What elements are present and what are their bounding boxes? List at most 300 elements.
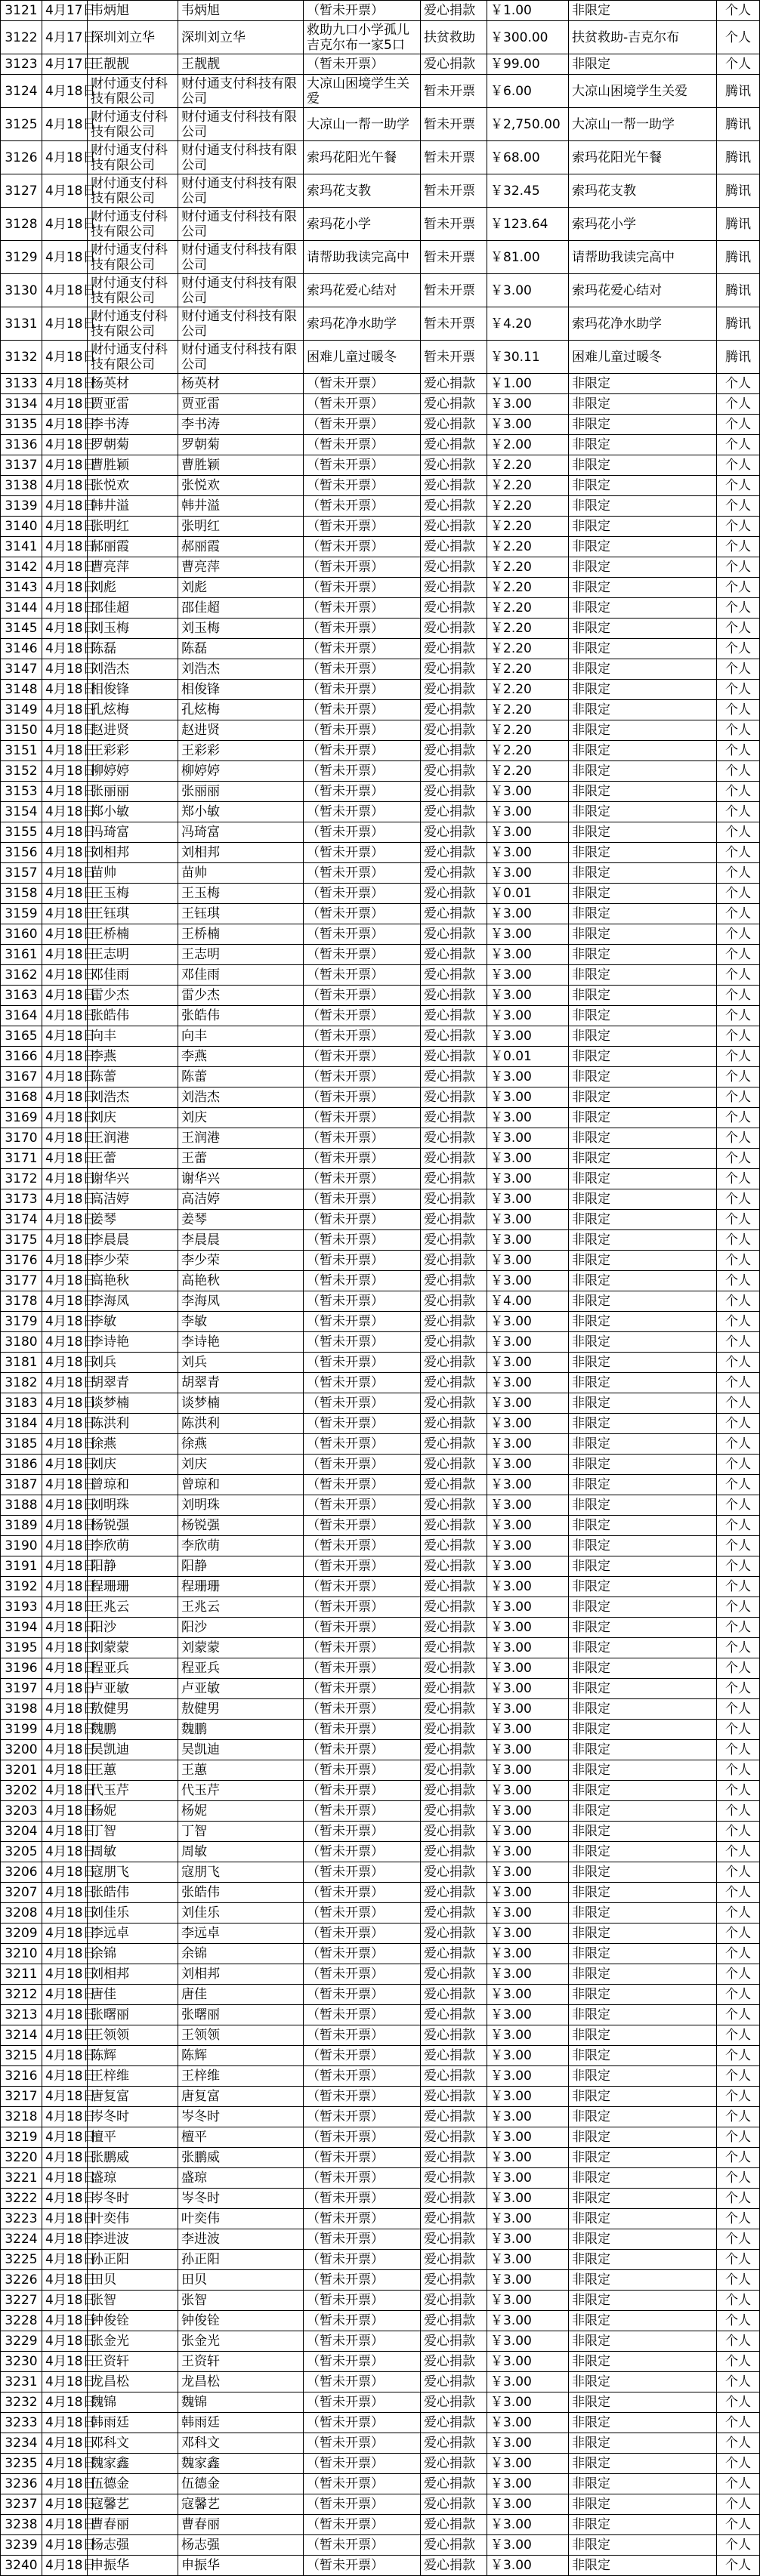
project-note-cell: （暂未开票） [304, 1883, 421, 1903]
amount-cell: ￥3.00 [487, 945, 569, 965]
amount-cell: ￥3.00 [487, 2291, 569, 2311]
payer-name-cell: 叶奕伟 [178, 2209, 304, 2229]
amount-cell: ￥3.00 [487, 863, 569, 884]
donation-type-cell: 爱心捐款 [421, 496, 487, 517]
amount-cell: ￥3.00 [487, 904, 569, 924]
project-note-cell: （暂未开票） [304, 843, 421, 863]
date-cell: 4月18日 [42, 1842, 88, 1862]
amount-cell: ￥81.00 [487, 241, 569, 274]
row-number-cell: 3215 [1, 2046, 42, 2066]
row-number-cell: 3172 [1, 1169, 42, 1189]
row-number-cell: 3136 [1, 435, 42, 455]
channel-cell: 个人 [717, 884, 760, 904]
date-cell: 4月18日 [42, 496, 88, 517]
channel-cell: 个人 [717, 1964, 760, 1985]
table-row [1, 1128, 760, 1149]
donor-name-cell: 唐复富 [88, 2087, 178, 2107]
row-number-cell: 3213 [1, 2005, 42, 2025]
channel-cell: 个人 [717, 1312, 760, 1332]
donor-name-cell: 申振华 [88, 2556, 178, 2576]
date-cell: 4月18日 [42, 1964, 88, 1985]
payer-name-cell: 胡翠青 [178, 1373, 304, 1393]
channel-cell: 腾讯 [717, 274, 760, 307]
row-number-cell: 3147 [1, 659, 42, 680]
restriction-cell: 非限定 [569, 1047, 717, 1067]
channel-cell: 个人 [717, 1332, 760, 1353]
row-number-cell: 3197 [1, 1679, 42, 1699]
row-number-cell: 3237 [1, 2494, 42, 2515]
date-cell: 4月18日 [42, 1903, 88, 1924]
row-number-cell: 3158 [1, 884, 42, 904]
payer-name-cell: 张丽丽 [178, 782, 304, 802]
payer-name-cell: 曾琼和 [178, 1475, 304, 1495]
donor-name-cell: 曹春丽 [88, 2515, 178, 2535]
amount-cell: ￥30.11 [487, 341, 569, 374]
donor-name-cell: 向丰 [88, 1026, 178, 1047]
payer-name-cell: 丁智 [178, 1822, 304, 1842]
date-cell: 4月18日 [42, 1230, 88, 1251]
donor-name-cell: 刘兵 [88, 1353, 178, 1373]
donation-type-cell: 爱心捐款 [421, 1087, 487, 1108]
row-number-cell: 3208 [1, 1903, 42, 1924]
amount-cell: ￥3.00 [487, 802, 569, 822]
payer-name-cell: 孙正阳 [178, 2250, 304, 2270]
row-number-cell: 3214 [1, 2025, 42, 2046]
project-note-cell: （暂未开票） [304, 1149, 421, 1169]
date-cell: 4月18日 [42, 1455, 88, 1475]
table-row [1, 1475, 760, 1495]
donation-type-cell: 暂未开票 [421, 141, 487, 174]
row-number-cell: 3198 [1, 1699, 42, 1720]
row-number-cell: 3234 [1, 2433, 42, 2454]
donation-type-cell: 爱心捐款 [421, 2494, 487, 2515]
donation-type-cell: 爱心捐款 [421, 761, 487, 782]
donor-name-cell: 王兆云 [88, 1597, 178, 1618]
donation-type-cell: 爱心捐款 [421, 2413, 487, 2433]
donation-type-cell: 爱心捐款 [421, 1883, 487, 1903]
table-row [1, 2229, 760, 2250]
restriction-cell: 非限定 [569, 2189, 717, 2209]
restriction-cell: 非限定 [569, 1618, 717, 1638]
donation-type-cell: 爱心捐款 [421, 1475, 487, 1495]
date-cell: 4月18日 [42, 435, 88, 455]
row-number-cell: 3196 [1, 1658, 42, 1679]
table-row [1, 700, 760, 720]
restriction-cell: 困难儿童过暖冬 [569, 341, 717, 374]
donor-name-cell: 张丽丽 [88, 782, 178, 802]
date-cell: 4月18日 [42, 822, 88, 843]
channel-cell: 个人 [717, 619, 760, 639]
payer-name-cell: 张悦欢 [178, 476, 304, 496]
project-note-cell: （暂未开票） [304, 1067, 421, 1087]
table-row [1, 986, 760, 1006]
channel-cell: 个人 [717, 21, 760, 54]
payer-name-cell: 代玉芹 [178, 1781, 304, 1801]
amount-cell: ￥3.00 [487, 1271, 569, 1291]
amount-cell: ￥3.00 [487, 822, 569, 843]
restriction-cell: 非限定 [569, 1312, 717, 1332]
donor-name-cell: 张皓伟 [88, 1006, 178, 1026]
amount-cell: ￥3.00 [487, 2270, 569, 2291]
donation-type-cell: 爱心捐款 [421, 2107, 487, 2127]
row-number-cell: 3127 [1, 174, 42, 208]
restriction-cell: 非限定 [569, 1699, 717, 1720]
row-number-cell: 3218 [1, 2107, 42, 2127]
donor-name-cell: 张曙丽 [88, 2005, 178, 2025]
donation-type-cell: 爱心捐款 [421, 2311, 487, 2331]
restriction-cell: 非限定 [569, 700, 717, 720]
restriction-cell: 索玛花阳光午餐 [569, 141, 717, 174]
donation-type-cell: 爱心捐款 [421, 455, 487, 476]
donor-name-cell: 阳沙 [88, 1618, 178, 1638]
restriction-cell: 非限定 [569, 1149, 717, 1169]
table-row [1, 863, 760, 884]
project-note-cell: （暂未开票） [304, 741, 421, 761]
donor-name-cell: 曹胜颖 [88, 455, 178, 476]
channel-cell: 个人 [717, 761, 760, 782]
table-row [1, 1699, 760, 1720]
date-cell: 4月18日 [42, 307, 88, 341]
channel-cell: 个人 [717, 2087, 760, 2107]
table-row [1, 2372, 760, 2392]
row-number-cell: 3174 [1, 1210, 42, 1230]
channel-cell: 腾讯 [717, 241, 760, 274]
donation-type-cell: 爱心捐款 [421, 680, 487, 700]
restriction-cell: 非限定 [569, 2352, 717, 2372]
restriction-cell: 非限定 [569, 415, 717, 435]
project-note-cell: 索玛花支教 [304, 174, 421, 208]
amount-cell: ￥3.00 [487, 1169, 569, 1189]
amount-cell: ￥3.00 [487, 2494, 569, 2515]
date-cell: 4月18日 [42, 1434, 88, 1455]
donor-name-cell: 王桥楠 [88, 924, 178, 945]
row-number-cell: 3188 [1, 1495, 42, 1516]
donation-type-cell: 扶贫救助 [421, 21, 487, 54]
amount-cell: ￥3.00 [487, 2331, 569, 2352]
donation-type-cell: 爱心捐款 [421, 1047, 487, 1067]
channel-cell: 个人 [717, 2046, 760, 2066]
channel-cell: 个人 [717, 1475, 760, 1495]
date-cell: 4月18日 [42, 2025, 88, 2046]
channel-cell: 个人 [717, 1883, 760, 1903]
donor-name-cell: 刘浩杰 [88, 659, 178, 680]
row-number-cell: 3146 [1, 639, 42, 659]
date-cell: 4月18日 [42, 2331, 88, 2352]
payer-name-cell: 程珊珊 [178, 1577, 304, 1597]
project-note-cell: （暂未开票） [304, 2270, 421, 2291]
date-cell: 4月18日 [42, 843, 88, 863]
payer-name-cell: 李欣萌 [178, 1536, 304, 1556]
donor-name-cell: 李书涛 [88, 415, 178, 435]
row-number-cell: 3164 [1, 1006, 42, 1026]
donation-type-cell: 爱心捐款 [421, 2515, 487, 2535]
payer-name-cell: 邓科文 [178, 2433, 304, 2454]
amount-cell: ￥2.20 [487, 639, 569, 659]
project-note-cell: （暂未开票） [304, 2046, 421, 2066]
payer-name-cell: 王志明 [178, 945, 304, 965]
project-note-cell: （暂未开票） [304, 965, 421, 986]
amount-cell: ￥3.00 [487, 2087, 569, 2107]
restriction-cell: 非限定 [569, 2025, 717, 2046]
project-note-cell: （暂未开票） [304, 455, 421, 476]
payer-name-cell: 韩雨廷 [178, 2413, 304, 2433]
table-row [1, 945, 760, 965]
payer-name-cell: 王靓靓 [178, 54, 304, 75]
date-cell: 4月18日 [42, 1862, 88, 1883]
donation-type-cell: 爱心捐款 [421, 394, 487, 415]
date-cell: 4月18日 [42, 2556, 88, 2576]
payer-name-cell: 苗帅 [178, 863, 304, 884]
amount-cell: ￥2.20 [487, 598, 569, 619]
row-number-cell: 3162 [1, 965, 42, 986]
channel-cell: 个人 [717, 1842, 760, 1862]
channel-cell: 个人 [717, 1985, 760, 2005]
restriction-cell: 非限定 [569, 659, 717, 680]
donation-type-cell: 爱心捐款 [421, 1740, 487, 1760]
table-row [1, 241, 760, 274]
donor-name-cell: 王蕾 [88, 1149, 178, 1169]
restriction-cell: 非限定 [569, 924, 717, 945]
amount-cell: ￥3.00 [487, 2556, 569, 2576]
date-cell: 4月18日 [42, 782, 88, 802]
donor-name-cell: 魏锦 [88, 2392, 178, 2413]
date-cell: 4月18日 [42, 2433, 88, 2454]
payer-name-cell: 财付通支付科技有限公司 [178, 174, 304, 208]
restriction-cell: 非限定 [569, 884, 717, 904]
donor-name-cell: 财付通支付科技有限公司 [88, 75, 178, 108]
amount-cell: ￥32.45 [487, 174, 569, 208]
row-number-cell: 3228 [1, 2311, 42, 2331]
channel-cell: 个人 [717, 2515, 760, 2535]
table-row [1, 2087, 760, 2107]
project-note-cell: 请帮助我读完高中 [304, 241, 421, 274]
payer-name-cell: 王润港 [178, 1128, 304, 1149]
row-number-cell: 3165 [1, 1026, 42, 1047]
table-row [1, 1658, 760, 1679]
amount-cell: ￥3.00 [487, 1434, 569, 1455]
donation-type-cell: 爱心捐款 [421, 1781, 487, 1801]
donation-type-cell: 爱心捐款 [421, 476, 487, 496]
row-number-cell: 3194 [1, 1618, 42, 1638]
row-number-cell: 3209 [1, 1924, 42, 1944]
donation-type-cell: 爱心捐款 [421, 1373, 487, 1393]
date-cell: 4月18日 [42, 2168, 88, 2189]
amount-cell: ￥3.00 [487, 1638, 569, 1658]
donation-type-cell: 暂未开票 [421, 174, 487, 208]
payer-name-cell: 吴凯迪 [178, 1740, 304, 1760]
date-cell: 4月18日 [42, 557, 88, 578]
payer-name-cell: 财付通支付科技有限公司 [178, 208, 304, 241]
table-row [1, 2556, 760, 2576]
project-note-cell: （暂未开票） [304, 782, 421, 802]
project-note-cell: （暂未开票） [304, 1495, 421, 1516]
payer-name-cell: 张曙丽 [178, 2005, 304, 2025]
project-note-cell: （暂未开票） [304, 2535, 421, 2556]
donation-type-cell: 爱心捐款 [421, 2209, 487, 2229]
amount-cell: ￥4.00 [487, 1291, 569, 1312]
payer-name-cell: 王蕙 [178, 1760, 304, 1781]
amount-cell: ￥3.00 [487, 274, 569, 307]
amount-cell: ￥4.20 [487, 307, 569, 341]
restriction-cell: 非限定 [569, 1128, 717, 1149]
payer-name-cell: 陈辉 [178, 2046, 304, 2066]
restriction-cell: 非限定 [569, 2127, 717, 2148]
date-cell: 4月18日 [42, 2291, 88, 2311]
payer-name-cell: 高洁婷 [178, 1189, 304, 1210]
project-note-cell: （暂未开票） [304, 1455, 421, 1475]
amount-cell: ￥2.20 [487, 619, 569, 639]
table-row [1, 1862, 760, 1883]
row-number-cell: 3190 [1, 1536, 42, 1556]
table-row [1, 1883, 760, 1903]
donation-type-cell: 爱心捐款 [421, 1128, 487, 1149]
amount-cell: ￥3.00 [487, 1414, 569, 1434]
donation-type-cell: 爱心捐款 [421, 2556, 487, 2576]
channel-cell: 腾讯 [717, 141, 760, 174]
restriction-cell: 非限定 [569, 822, 717, 843]
date-cell: 4月18日 [42, 2474, 88, 2494]
donor-name-cell: 陈辉 [88, 2046, 178, 2066]
date-cell: 4月18日 [42, 1924, 88, 1944]
channel-cell: 个人 [717, 1108, 760, 1128]
restriction-cell: 非限定 [569, 2515, 717, 2535]
donation-type-cell: 爱心捐款 [421, 1985, 487, 2005]
donor-name-cell: 寇馨艺 [88, 2494, 178, 2515]
donation-type-cell: 爱心捐款 [421, 1597, 487, 1618]
amount-cell: ￥3.00 [487, 1108, 569, 1128]
payer-name-cell: 王蕾 [178, 1149, 304, 1169]
donation-type-cell: 爱心捐款 [421, 1720, 487, 1740]
project-note-cell: （暂未开票） [304, 1373, 421, 1393]
row-number-cell: 3224 [1, 2229, 42, 2250]
row-number-cell: 3140 [1, 517, 42, 537]
donation-type-cell: 爱心捐款 [421, 1251, 487, 1271]
table-row [1, 2209, 760, 2229]
channel-cell: 个人 [717, 415, 760, 435]
date-cell: 4月18日 [42, 680, 88, 700]
amount-cell: ￥2.20 [487, 476, 569, 496]
donor-name-cell: 高艳秋 [88, 1271, 178, 1291]
payer-name-cell: 财付通支付科技有限公司 [178, 341, 304, 374]
table-row [1, 2005, 760, 2025]
channel-cell: 个人 [717, 435, 760, 455]
payer-name-cell: 寇朋飞 [178, 1862, 304, 1883]
channel-cell: 个人 [717, 455, 760, 476]
donation-type-cell: 爱心捐款 [421, 1006, 487, 1026]
channel-cell: 个人 [717, 924, 760, 945]
donation-type-cell: 爱心捐款 [421, 884, 487, 904]
restriction-cell: 非限定 [569, 782, 717, 802]
channel-cell: 个人 [717, 2291, 760, 2311]
channel-cell: 个人 [717, 1862, 760, 1883]
table-row [1, 54, 760, 75]
donation-type-cell: 爱心捐款 [421, 1760, 487, 1781]
donation-type-cell: 爱心捐款 [421, 2454, 487, 2474]
table-row [1, 75, 760, 108]
project-note-cell: （暂未开票） [304, 435, 421, 455]
row-number-cell: 3153 [1, 782, 42, 802]
project-note-cell: （暂未开票） [304, 2413, 421, 2433]
channel-cell: 个人 [717, 782, 760, 802]
date-cell: 4月18日 [42, 1087, 88, 1108]
table-row [1, 884, 760, 904]
donor-name-cell: 曹亮萍 [88, 557, 178, 578]
restriction-cell: 非限定 [569, 1, 717, 21]
table-row [1, 1087, 760, 1108]
donor-name-cell: 王玉梅 [88, 884, 178, 904]
project-note-cell: （暂未开票） [304, 1230, 421, 1251]
project-note-cell: （暂未开票） [304, 2311, 421, 2331]
donor-name-cell: 郑小敏 [88, 802, 178, 822]
table-row [1, 1353, 760, 1373]
amount-cell: ￥3.00 [487, 2168, 569, 2189]
payer-name-cell: 张智 [178, 2291, 304, 2311]
payer-name-cell: 韩井溢 [178, 496, 304, 517]
amount-cell: ￥3.00 [487, 1577, 569, 1597]
row-number-cell: 3220 [1, 2148, 42, 2168]
table-row [1, 2535, 760, 2556]
payer-name-cell: 伍德金 [178, 2474, 304, 2494]
payer-name-cell: 向丰 [178, 1026, 304, 1047]
amount-cell: ￥2.20 [487, 720, 569, 741]
project-note-cell: （暂未开票） [304, 578, 421, 598]
channel-cell: 个人 [717, 1271, 760, 1291]
row-number-cell: 3199 [1, 1720, 42, 1740]
restriction-cell: 非限定 [569, 2392, 717, 2413]
row-number-cell: 3235 [1, 2454, 42, 2474]
project-note-cell: （暂未开票） [304, 1210, 421, 1230]
payer-name-cell: 刘玉梅 [178, 619, 304, 639]
table-row [1, 394, 760, 415]
amount-cell: ￥2.20 [487, 659, 569, 680]
date-cell: 4月18日 [42, 904, 88, 924]
amount-cell: ￥3.00 [487, 2474, 569, 2494]
date-cell: 4月18日 [42, 1883, 88, 1903]
channel-cell: 个人 [717, 1026, 760, 1047]
project-note-cell: （暂未开票） [304, 2372, 421, 2392]
payer-name-cell: 周敏 [178, 1842, 304, 1862]
row-number-cell: 3183 [1, 1393, 42, 1414]
table-row [1, 274, 760, 307]
row-number-cell: 3201 [1, 1760, 42, 1781]
restriction-cell: 非限定 [569, 2087, 717, 2107]
channel-cell: 个人 [717, 1740, 760, 1760]
donation-type-cell: 爱心捐款 [421, 557, 487, 578]
payer-name-cell: 陈洪利 [178, 1414, 304, 1434]
donation-type-cell: 爱心捐款 [421, 802, 487, 822]
payer-name-cell: 刘浩杰 [178, 659, 304, 680]
table-row [1, 341, 760, 374]
restriction-cell: 非限定 [569, 986, 717, 1006]
payer-name-cell: 徐燕 [178, 1434, 304, 1455]
date-cell: 4月18日 [42, 1577, 88, 1597]
donor-name-cell: 深圳刘立华 [88, 21, 178, 54]
project-note-cell: （暂未开票） [304, 1516, 421, 1536]
project-note-cell: （暂未开票） [304, 1047, 421, 1067]
donor-name-cell: 谈梦楠 [88, 1393, 178, 1414]
channel-cell: 个人 [717, 965, 760, 986]
table-row [1, 1760, 760, 1781]
project-note-cell: （暂未开票） [304, 700, 421, 720]
restriction-cell: 非限定 [569, 843, 717, 863]
donor-name-cell: 张悦欢 [88, 476, 178, 496]
channel-cell: 个人 [717, 863, 760, 884]
payer-name-cell: 深圳刘立华 [178, 21, 304, 54]
amount-cell: ￥2.20 [487, 537, 569, 557]
payer-name-cell: 檀平 [178, 2127, 304, 2148]
payer-name-cell: 高艳秋 [178, 1271, 304, 1291]
row-number-cell: 3202 [1, 1781, 42, 1801]
